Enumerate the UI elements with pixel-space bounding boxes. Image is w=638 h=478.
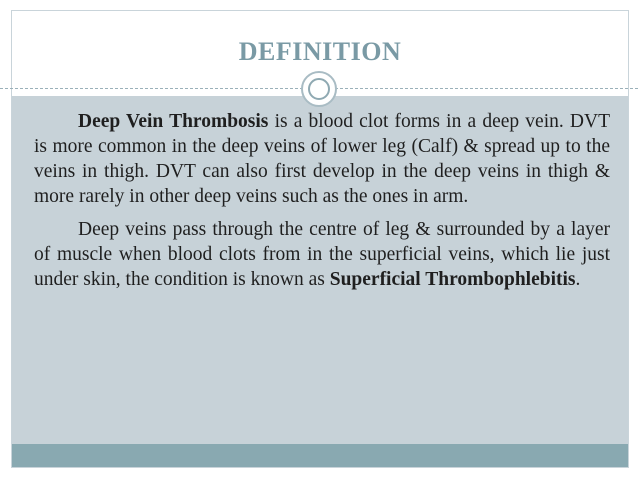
slide-title: DEFINITION [238, 37, 402, 66]
body-text [34, 109, 610, 300]
paragraph-definition [34, 109, 610, 209]
paragraph-superficial-text: Deep veins pass through the centre of leg & surrounded by a layer of muscle when blood clots from in the superficial veins, which lie just under skin, the condition is known as [34, 219, 610, 290]
circle-ornament-inner [308, 78, 330, 100]
paragraph-definition-text: is a blood clot forms in a deep vein. DVT is more common in the deep veins of lower leg (Calf) & spread up to the veins in thigh. DVT can also first develop in the deep veins in thigh & more rarely in other deep veins such as the ones in arm. [34, 111, 610, 207]
paragraph-superficial [34, 217, 610, 292]
circle-ornament-icon [301, 71, 337, 107]
term-dvt: Deep Vein Thrombosis [78, 111, 269, 132]
paragraph-superficial-end: . [575, 269, 581, 290]
footer-bar [12, 444, 628, 467]
term-superficial-thrombophlebitis: Superficial Thrombophlebitis [329, 269, 576, 290]
